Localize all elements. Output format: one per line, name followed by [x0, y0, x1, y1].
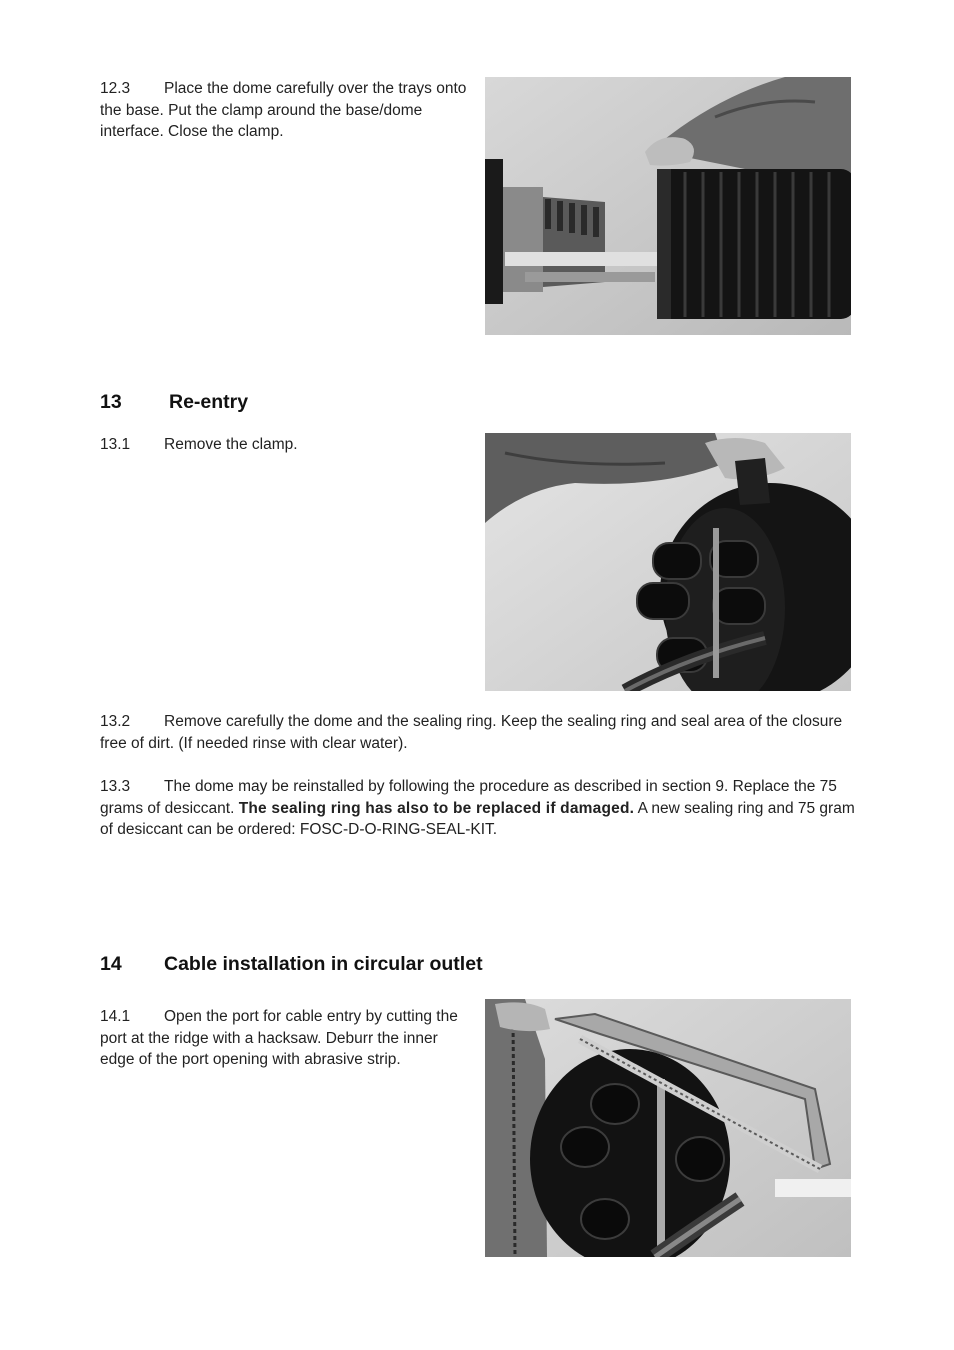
step-number: 13.1	[100, 436, 131, 453]
step-12-3	[100, 78, 468, 143]
section-title: Cable installation in circular outlet	[164, 953, 483, 975]
step-text-a: The dome may be reinstalled by following the procedure as described in section 9. Replace the 75 grams of desiccant.	[100, 778, 837, 817]
section-number: 14	[100, 953, 122, 975]
step-13-1	[100, 434, 468, 456]
step-number: 14.1	[100, 1008, 131, 1025]
section-13-heading	[100, 390, 248, 414]
section-14-heading	[100, 952, 483, 976]
photo-dome-placement	[485, 77, 851, 335]
step-number: 13.3	[100, 778, 131, 795]
step-text-b: A new sealing ring and 75 gram of desiccant can be ordered: FOSC-D-O-RING-SEAL-KIT.	[100, 799, 855, 838]
step-text: Remove the clamp.	[164, 436, 298, 453]
step-text-bold: The sealing ring has also to be replaced if damaged.	[238, 799, 635, 817]
step-14-1	[100, 1006, 468, 1071]
step-13-3	[100, 776, 860, 841]
photo-hacksaw-port	[485, 999, 851, 1257]
step-text: Place the dome carefully over the trays onto the base. Put the clamp around the base/dome interface. Close the clamp.	[100, 80, 467, 140]
step-text: Remove carefully the dome and the sealing ring. Keep the sealing ring and seal area of the closure free of dirt. (If needed rinse with clear water).	[100, 713, 843, 752]
photo-remove-clamp	[485, 433, 851, 691]
step-13-2	[100, 711, 860, 754]
step-number: 13.2	[100, 713, 131, 730]
section-number: 13	[100, 391, 122, 413]
section-title: Re-entry	[169, 391, 249, 413]
step-number: 12.3	[100, 80, 131, 97]
step-text: Open the port for cable entry by cutting the port at the ridge with a hacksaw. Deburr the inner edge of the port opening with abrasive strip.	[100, 1008, 458, 1068]
